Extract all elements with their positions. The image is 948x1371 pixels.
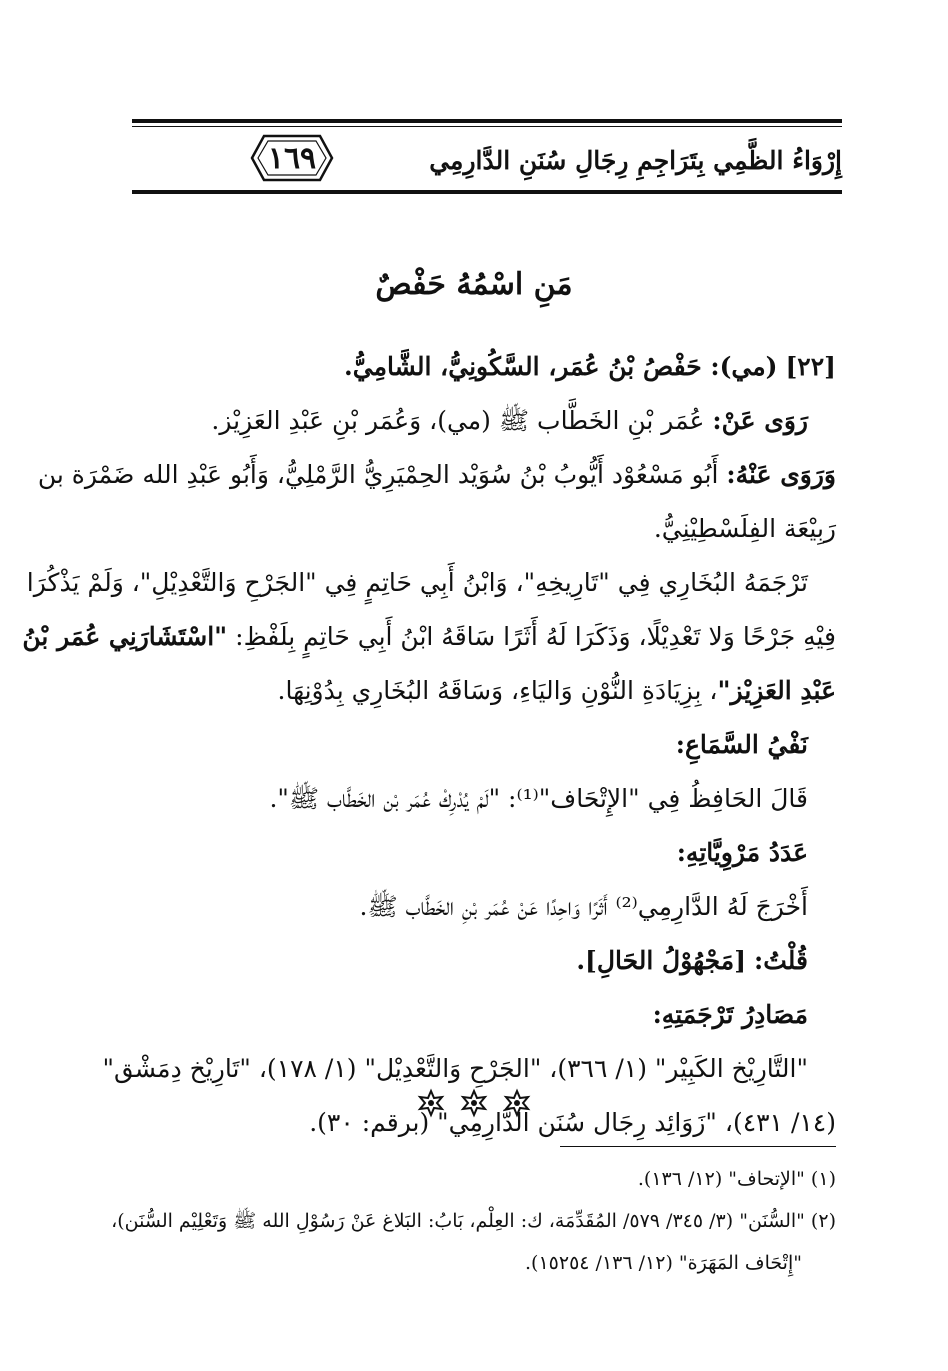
footnote-2-line-1: (٢) "السُّنَن" (٣/ ٣٤٥/ ٥٧٩/ المُقَدِّمَة، ك: العِلْم، بَابُ: البَلاغ عَنْ رَسُوْلِ الله ﷺ وَتَعْلِيْم السُّنَن)، <box>111 1210 836 1232</box>
qultu-verdict: [مَجْهُوْلُ الحَالِ]. <box>576 946 747 975</box>
section-title: مَنِ اسْمُهُ حَفْصٌ <box>375 267 573 302</box>
quoted-wording-start: "اسْتَشَارَنِي عُمَر بْنُ <box>22 622 228 651</box>
bio-line-2 <box>22 610 836 664</box>
bio-line-3-text: ، بِزِيَادَةِ النُّوْنِ وَاليَاءِ، وَسَاقَهُ البُخَارِي بِدُوْنِهَا. <box>277 676 718 705</box>
header-rule-thick <box>132 119 842 123</box>
footnotes <box>111 1158 836 1284</box>
sources-line-2: (١٤/ ٤٣١)، "زَوَائِد رِجَال سُنَن الدَّارِمِي" (برقم: ٣٠). <box>309 1108 836 1137</box>
header-rule-thin <box>132 126 842 127</box>
entry-heading-line <box>128 340 836 394</box>
narrated-from-line <box>128 394 836 448</box>
biography-entry <box>22 340 836 1150</box>
narrations-count-heading: عَدَدُ مَرْوِيَّاتِهِ: <box>676 838 808 867</box>
footnote-2-line-2: "إِتْحَاف المَهَرَة" (١٢/ ١٣٦/ ١٥٢٥٤). <box>525 1252 802 1274</box>
narrated-by-line-2: رَبِيْعَة الفِلَسْطِيْنِيُّ. <box>653 514 836 543</box>
quoted-wording-end: عَبْدِ العَزِيْز" <box>717 676 836 705</box>
narrated-by-label: وَرَوَى عَنْهُ: <box>726 460 836 489</box>
sources-heading: مَصَادِرُ تَرْجَمَتِهِ: <box>652 1000 808 1029</box>
footnote-1: (١) "الإتحاف" (١٢/ ١٣٦). <box>637 1168 836 1190</box>
page-number: ١٦٩ <box>267 140 317 176</box>
entry-heading: (مي): حَفْصُ بْنُ عُمَر، السَّكُونِيُّ، الشَّامِيُّ. <box>344 352 778 381</box>
narrated-by-line-1 <box>37 448 836 502</box>
narrated-by-text-1: أَبُو مَسْعُوْد أَيُّوبُ بْنُ سُوَيْد الحِمْيَرِيُّ الرَّمْلِيُّ، وَأَبُو عَبْدِ الله ضَمْرَة بن <box>37 460 719 489</box>
footnote-separator <box>560 1146 836 1147</box>
bio-line-1: تَرْجَمَهُ البُخَارِي فِي "تَارِيخِهِ"، وَابْنُ أَبِي حَاتِمٍ فِي "الجَرْحِ وَالتَّعْدِيْلِ"، وَلَمْ يَذْكُرَا <box>26 568 808 597</box>
nafy-sama-heading: نَفْيُ السَّمَاعِ: <box>675 730 808 759</box>
star-ornament-icon <box>461 1090 487 1116</box>
narrations-count-text: أَخْرَجَ لَهُ الدَّارِمِي⁽²⁾ أَثَرًا وَاحِدًا عَنْ عُمَر بْنِ الخَطَّاب ﷺ. <box>359 892 808 921</box>
qultu-label: قُلْتُ: <box>753 946 808 975</box>
bio-line-2-text: فِيْهِ جَرْحًا وَلا تَعْدِيْلًا، وَذَكَرَا لَهُ أَثَرًا سَاقَهُ ابْنُ أَبِي حَاتِمٍ بِلَفْظِ: <box>235 622 836 651</box>
page-number-badge <box>244 128 340 188</box>
sources-line-1: "التَّارِيْخ الكَبِيْر" (١/ ٣٦٦)، "الجَرْحِ وَالتَّعْدِيْل" (١/ ١٧٨)، "تَارِيْخ دِمَشْق" <box>102 1054 808 1083</box>
nafy-sama-text: قَالَ الحَافِظُ فِي "الإِتْحَاف"⁽¹⁾: "لَمْ يُدْرِكْ عُمَر بْن الخَطَّاب ﷺ". <box>269 784 808 813</box>
star-ornament-icon <box>504 1090 530 1116</box>
star-ornament-icon <box>418 1090 444 1116</box>
header-rule-bottom <box>132 190 842 194</box>
entry-number: [٢٢] <box>785 352 836 381</box>
narrated-from-label: رَوَى عَنْ: <box>712 406 808 435</box>
running-title: إِرْوَاءُ الظَّمِي بِتَرَاجِمِ رِجَالِ سُنَنِ الدَّارِمِي <box>429 146 842 175</box>
section-end-ornaments <box>0 1090 948 1120</box>
narrated-from-text: عُمَر بْنِ الخَطَّاب ﷺ (مي)، وَعُمَر بْنِ عَبْدِ العَزِيْز. <box>211 406 705 435</box>
qultu-line <box>128 934 836 988</box>
bio-line-3 <box>128 664 836 718</box>
